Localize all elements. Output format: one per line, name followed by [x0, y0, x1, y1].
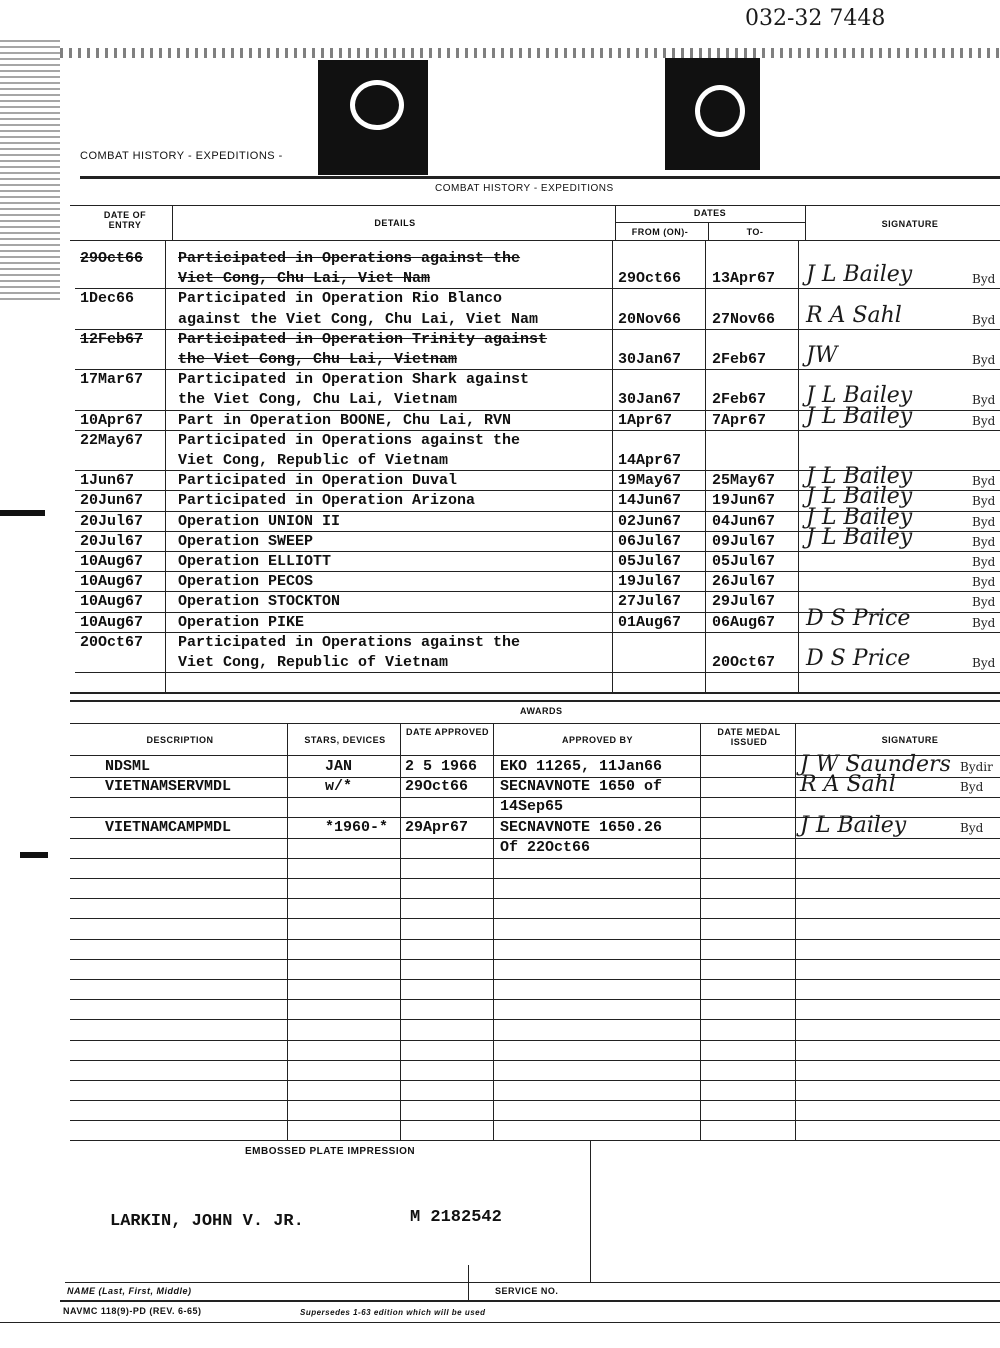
col-date-of-entry: DATE OF ENTRY	[103, 210, 147, 230]
entry-signature: J L Bailey	[806, 403, 913, 429]
entry-from: 14Jun67	[618, 492, 682, 510]
entry-rule	[75, 632, 1000, 633]
entry-details: Participated in Operations against the	[178, 431, 521, 449]
entry-from: 19Jul67	[618, 573, 682, 591]
entry-details: Operation STOCKTON	[178, 593, 341, 611]
punch-ring-left	[350, 80, 404, 130]
entry-details: the Viet Cong, Chu Lai, Vietnam	[178, 351, 458, 368]
award-signature: J W Saunders	[800, 752, 951, 777]
entry-date: 20Jul67	[80, 532, 144, 550]
entry-details: Participated in Operation Duval	[178, 472, 458, 490]
entry-from: 29Oct66	[618, 270, 682, 288]
entry-details: Viet Cong, Chu Lai, Viet Nam	[178, 270, 431, 288]
award-stars: w/*	[325, 778, 353, 796]
entry-details: Participated in Operations against the	[178, 250, 521, 267]
award-row-rule	[70, 1080, 1000, 1081]
combat-header-rule	[70, 240, 1000, 241]
col-approved-by: APPROVED BY	[561, 735, 633, 745]
scan-border-left	[0, 40, 60, 300]
entry-rule	[75, 672, 1000, 673]
entry-rule	[75, 591, 1000, 592]
entry-byd: Byd	[972, 312, 996, 327]
entry-rule	[75, 288, 1000, 289]
entry-details: Viet Cong, Republic of Vietnam	[178, 452, 449, 469]
member-name: LARKIN, JOHN V. JR.	[110, 1212, 304, 1231]
entry-details: Participated in Operation Arizona	[178, 492, 476, 510]
entry-details: Participated in Operation Trinity against	[178, 330, 548, 348]
award-row-rule	[70, 1100, 1000, 1101]
entry-date: 1Jun67	[80, 472, 135, 490]
award-row-rule	[70, 918, 1000, 919]
entry-byd: Byd	[972, 595, 996, 610]
award-row-rule	[70, 999, 1000, 1000]
award-row-rule	[70, 939, 1000, 940]
award-row-rule	[70, 959, 1000, 960]
award-byd: Bydir	[960, 760, 993, 774]
entry-date: 22May67	[80, 431, 144, 449]
entry-signature: J L Bailey	[806, 524, 913, 550]
embossed-label: EMBOSSED PLATE IMPRESSION	[245, 1146, 416, 1157]
entry-byd: Byd	[972, 575, 996, 590]
entry-details: Operation PIKE	[178, 613, 305, 631]
awards-header: AWARDS	[520, 706, 563, 716]
award-description: VIETNAMCAMPMDL	[105, 818, 232, 836]
award-row-rule	[70, 1120, 1000, 1121]
award-date-approved: 29Oct66	[405, 778, 469, 796]
award-row-rule	[70, 979, 1000, 980]
margin-mark	[0, 510, 45, 516]
entry-date: 20Jul67	[80, 512, 144, 530]
award-byd: Byd	[960, 820, 984, 835]
entry-details: Viet Cong, Republic of Vietnam	[178, 654, 449, 671]
award-date-approved: 2 5 1966	[405, 758, 478, 775]
entry-from: 30Jan67	[618, 351, 682, 368]
entry-to: 13Apr67	[712, 270, 776, 288]
entry-date: 10Aug67	[80, 593, 144, 611]
award-approved-by: EKO 11265, 11Jan66	[500, 758, 663, 775]
entry-from: 1Apr67	[618, 411, 673, 429]
entry-to: 20Oct67	[712, 654, 776, 671]
entry-date: 10Aug67	[80, 553, 144, 570]
entry-details: the Viet Cong, Chu Lai, Vietnam	[178, 391, 458, 409]
col-from: FROM (ON)-	[631, 227, 689, 237]
entry-to: 27Nov66	[712, 310, 776, 328]
punch-ring-right	[695, 85, 745, 137]
entry-rule	[75, 551, 1000, 552]
entry-to: 2Feb67	[712, 391, 767, 409]
entry-rule	[75, 369, 1000, 370]
col-to: TO-	[746, 227, 764, 237]
award-date-approved: 29Apr67	[405, 818, 469, 836]
col-date-medal: DATE MEDAL ISSUED	[717, 727, 781, 747]
entry-to: 19Jun67	[712, 492, 776, 510]
entry-byd: Byd	[972, 494, 996, 509]
entry-details: Operation UNION II	[178, 512, 341, 530]
award-signature: J L Bailey	[800, 812, 907, 838]
col-description: DESCRIPTION	[146, 735, 214, 745]
entry-byd: Byd	[972, 393, 996, 408]
entry-signature: J L Bailey	[806, 484, 913, 510]
col-stars: STARS, DEVICES	[304, 735, 386, 745]
award-byd: Byd	[960, 780, 984, 795]
entry-to: 09Jul67	[712, 532, 776, 550]
entry-byd: Byd	[972, 615, 996, 630]
award-row-rule	[70, 1060, 1000, 1061]
award-description: NDSML	[105, 758, 151, 775]
entry-from: 01Aug67	[618, 613, 682, 631]
entry-signature: D S Price	[806, 605, 911, 631]
award-stars: JAN	[325, 758, 353, 775]
award-row-rule	[70, 1019, 1000, 1020]
award-row-rule	[70, 858, 1000, 859]
entry-signature: D S Price	[806, 646, 911, 671]
entry-date: 12Feb67	[80, 330, 144, 348]
combat-bottom-rule	[70, 692, 1000, 694]
entry-date: 20Oct67	[80, 633, 144, 651]
entry-from: 30Jan67	[618, 391, 682, 409]
entry-byd: Byd	[972, 474, 996, 489]
entry-from: 14Apr67	[618, 452, 682, 469]
col-dates: DATES	[693, 208, 727, 218]
entry-from: 06Jul67	[618, 532, 682, 550]
serial-handwritten: 032-32 7448	[745, 6, 886, 31]
entry-date: 20Jun67	[80, 492, 144, 510]
entry-date: 1Dec66	[80, 290, 135, 308]
entry-signature: J L Bailey	[806, 262, 913, 288]
entry-signature: JW	[806, 343, 838, 368]
entry-byd: Byd	[972, 413, 996, 428]
entry-signature: R A Sahl	[806, 302, 902, 328]
award-approved-by: 14Sep65	[500, 798, 564, 816]
entry-details: Operation PECOS	[178, 573, 314, 591]
entry-signature: J L Bailey	[806, 504, 913, 530]
entry-from: 20Nov66	[618, 310, 682, 328]
entry-date: 10Aug67	[80, 573, 144, 591]
col-award-signature: SIGNATURE	[881, 735, 939, 745]
title-rule	[80, 176, 1000, 179]
entry-byd: Byd	[972, 656, 996, 670]
entry-byd: Byd	[972, 272, 996, 287]
service-label: SERVICE NO.	[495, 1286, 559, 1296]
supersedes-note: Supersedes 1-63 edition which will be used	[300, 1308, 486, 1317]
form-title: COMBAT HISTORY - EXPEDITIONS -	[80, 150, 283, 162]
entry-to: 25May67	[712, 472, 776, 490]
scan-border-top	[60, 48, 1000, 58]
entry-to: 04Jun67	[712, 512, 776, 530]
col-date-approved: DATE APPROVED	[405, 727, 489, 737]
award-row-rule	[70, 898, 1000, 899]
entry-date: 10Aug67	[80, 613, 144, 631]
col-details: DETAILS	[374, 218, 416, 228]
entry-byd: Byd	[972, 534, 996, 549]
entry-details: Participated in Operation Rio Blanco	[178, 290, 503, 308]
combat-top-rule	[70, 205, 1000, 206]
entry-to: 26Jul67	[712, 573, 776, 591]
entry-details: Participated in Operation Shark against	[178, 371, 530, 389]
award-row-rule	[70, 878, 1000, 879]
entry-byd: Byd	[972, 514, 996, 529]
entry-date: 10Apr67	[80, 411, 144, 429]
entry-rule	[75, 571, 1000, 572]
award-description: VIETNAMSERVMDL	[105, 778, 232, 796]
entry-rule	[75, 329, 1000, 330]
entry-date: 17Mar67	[80, 371, 144, 389]
entry-from: 05Jul67	[618, 553, 682, 570]
award-signature: R A Sahl	[800, 772, 896, 798]
entry-to: 05Jul67	[712, 553, 776, 570]
entry-date: 29Oct66	[80, 250, 144, 267]
entry-signature: J L Bailey	[806, 383, 913, 409]
entry-byd: Byd	[972, 353, 996, 367]
service-number: M 2182542	[410, 1208, 502, 1227]
entry-from: 27Jul67	[618, 593, 682, 611]
award-approved-by: SECNAVNOTE 1650.26	[500, 818, 663, 836]
combat-header: COMBAT HISTORY - EXPEDITIONS	[435, 183, 614, 194]
entry-rule	[75, 430, 1000, 431]
entry-signature: J L Bailey	[806, 464, 913, 490]
award-approved-by: SECNAVNOTE 1650 of	[500, 778, 663, 796]
entry-details: Operation SWEEP	[178, 532, 314, 550]
entry-to: 29Jul67	[712, 593, 776, 611]
entry-to: 7Apr67	[712, 411, 767, 429]
entry-from: 19May67	[618, 472, 682, 490]
award-approved-by: Of 22Oct66	[500, 838, 591, 856]
entry-details: against the Viet Cong, Chu Lai, Viet Nam	[178, 310, 539, 328]
entry-to: 2Feb67	[712, 351, 767, 368]
entry-details: Part in Operation BOONE, Chu Lai, RVN	[178, 411, 512, 429]
entry-from: 02Jun67	[618, 512, 682, 530]
entry-byd: Byd	[972, 555, 996, 569]
margin-mark	[20, 852, 48, 858]
entry-details: Operation ELLIOTT	[178, 553, 332, 570]
name-label: NAME (Last, First, Middle)	[67, 1286, 192, 1296]
entry-details: Participated in Operations against the	[178, 633, 521, 651]
col-signature: SIGNATURE	[881, 219, 939, 229]
form-number: NAVMC 118(9)-PD (REV. 6-65)	[63, 1306, 202, 1316]
award-row-rule	[70, 1040, 1000, 1041]
award-stars: *1960-*	[325, 818, 389, 836]
entry-to: 06Aug67	[712, 613, 776, 631]
